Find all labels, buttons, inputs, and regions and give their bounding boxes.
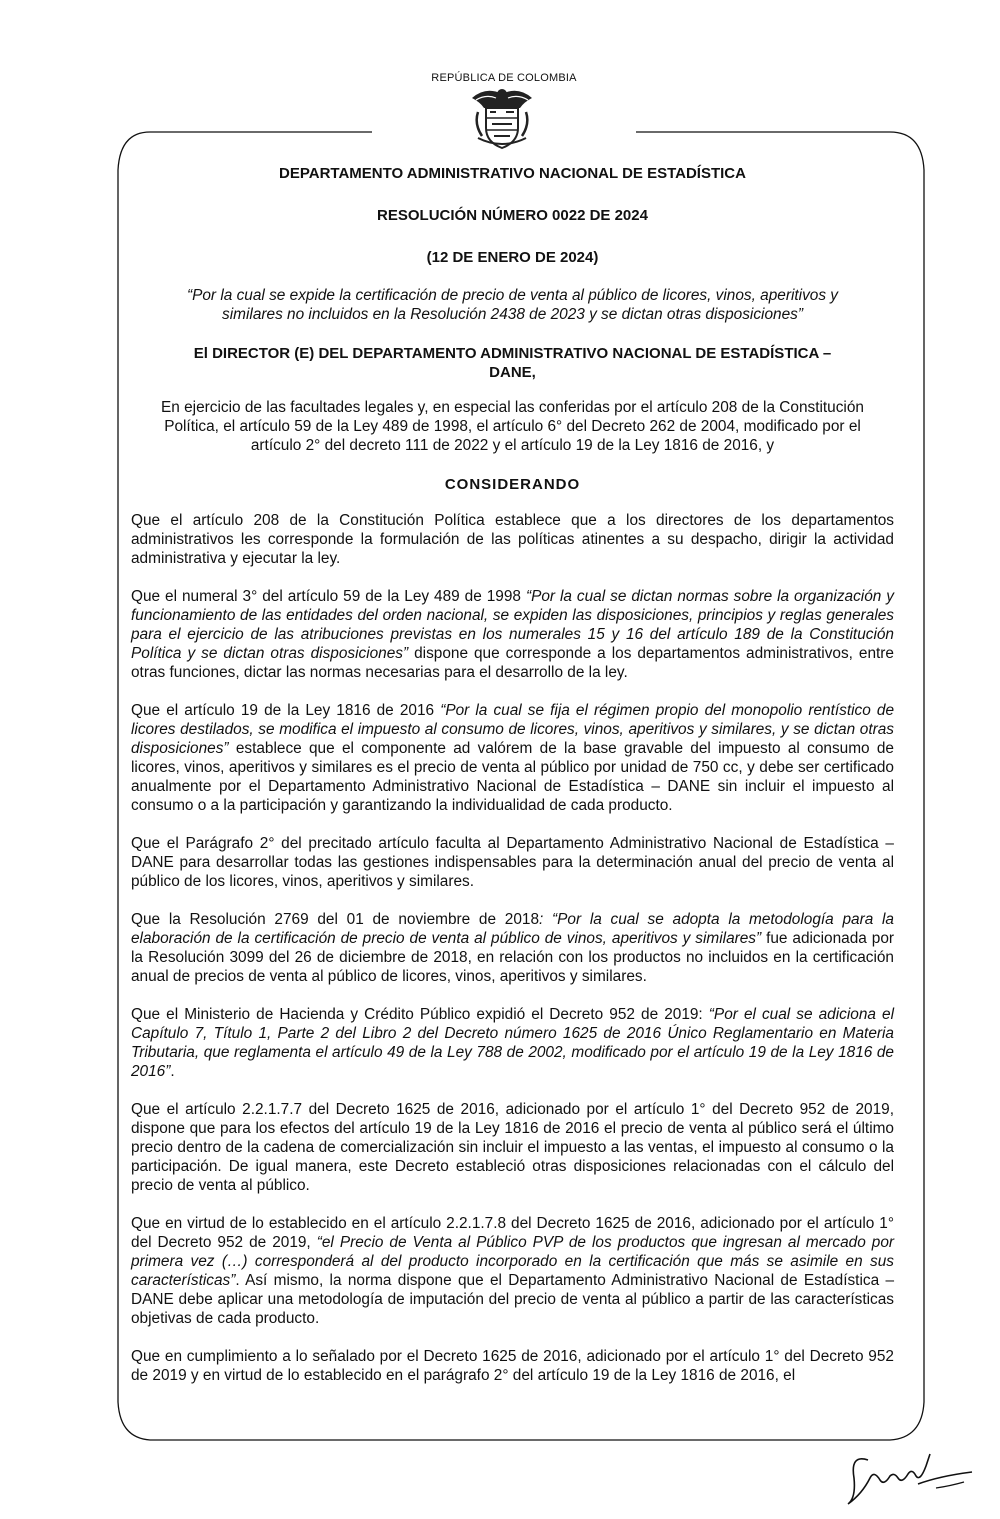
resolution-title-line: similares no incluidos en la Resolución 2438 de 2023 y se dictan otras disposiciones” <box>222 306 803 323</box>
paragraph-text: Que el Ministerio de Hacienda y Crédito Público expidió el Decreto 952 de 2019: <box>131 1006 709 1023</box>
paragraph-text: establece que el componente ad valórem de la base gravable del impuesto al consumo de licores, vinos, aperitivos y similares es el precio de venta al público por unidad de 750 cc, y debe ser certificado anualmente por el Departamento Administrativo Nacional de Estadística – DANE sin incluir el impuesto al consumo o a la participación y garantizando la individualidad de cada producto. <box>131 740 894 814</box>
paragraph-4: Que el Parágrafo 2° del precitado artículo faculta al Departamento Administrativo Nacional de Estadística – DANE para desarrollar todas las gestiones indispensables para la determinación anual del precio de venta al público de los licores, vinos, aperitivos y similares. <box>131 835 894 890</box>
paragraph-7: Que el artículo 2.2.1.7.7 del Decreto 1625 de 2016, adicionado por el artículo 1° del Decreto 952 de 2019, dispone que para los efectos del artículo 19 de la Ley 1816 de 2016 el precio de venta al público será el último precio dentro de la cadena de comercialización sin incluir el impuesto a las ventas, el impuesto al consumo o la participación. De igual manera, este Decreto estableció otras disposiciones relacionadas con el cálculo del precio de venta al público. <box>131 1101 894 1194</box>
paragraph-5 <box>131 910 894 986</box>
resolution-document <box>131 160 894 1385</box>
paragraph-text: Que en virtud de lo establecido en el artículo 2.2.1.7.8 del Decreto 1625 de 2016, adicionado por el artículo 1° del Decreto 952 de 2019, <box>131 1215 894 1251</box>
paragraph-3 <box>131 701 894 815</box>
paragraph-6 <box>131 1005 894 1081</box>
resolution-title <box>131 286 894 324</box>
paragraph-quote: : “Por la cual se adopta la metodología para la elaboración de la certificación de precio de venta al público de vinos, aperitivos y similares” <box>131 911 894 947</box>
resolution-number: RESOLUCIÓN NÚMERO 0022 DE 2024 <box>377 207 648 224</box>
paragraph-quote: “el Precio de Venta al Público PVP de los productos que ingresan al mercado por primera vez (…) corresponderá al del producto incorporado en la certificación que más se asimile en sus características” <box>131 1234 895 1289</box>
intro-line: En ejercicio de las facultades legales y, en especial las conferidas por el artículo 208 de la Constitución <box>161 399 864 416</box>
paragraph-text: . Así mismo, la norma dispone que el Departamento Administrativo Nacional de Estadística – DANE debe aplicar una metodología de imputación del precio de venta al público a partir de las características objetivas de cada producto. <box>131 1272 894 1327</box>
director-heading-line: DANE, <box>489 364 536 381</box>
country-header: REPÚBLICA DE COLOMBIA <box>431 72 577 84</box>
director-heading-line: El DIRECTOR (E) DEL DEPARTAMENTO ADMINISTRATIVO NACIONAL DE ESTADÍSTICA – <box>193 345 832 362</box>
intro-line: Política, el artículo 59 de la Ley 489 de 1998, el artículo 6° del Decreto 262 de 2004, modificado por el <box>164 418 861 435</box>
paragraph-text: . <box>170 1063 175 1080</box>
paragraph-8 <box>131 1214 894 1328</box>
considerando-heading: CONSIDERANDO <box>444 476 581 493</box>
paragraph-quote: “Por la cual se fija el régimen propio del monopolio rentístico de licores destilados, se modifica el impuesto al consumo de licores, vinos, aperitivos y similares, y se dictan otras disposiciones” <box>131 702 894 757</box>
director-heading <box>131 344 894 382</box>
paragraph-text: dispone que corresponde a los departamentos administrativos, entre otras funciones, dictar las normas necesarias para el desarrollo de la ley. <box>131 645 894 681</box>
paragraph-text: Que la Resolución 2769 del 01 de noviembre de 2018 <box>131 911 540 928</box>
paragraph-quote: “Por el cual se adiciona el Capítulo 7, Título 1, Parte 2 del Libro 2 del Decreto número 1625 de 2016 Único Reglamentario en Materia Tributaria, que reglamenta el artículo 49 de la Ley 788 de 2002, modificado por el artículo 19 de la Ley 1816 de 2016” <box>131 1006 894 1080</box>
handwritten-signature-icon <box>840 1448 980 1508</box>
paragraph-text: Que el artículo 19 de la Ley 1816 de 2016 <box>131 702 441 719</box>
paragraph-9: Que en cumplimiento a lo señalado por el Decreto 1625 de 2016, adicionado por el artículo 1° del Decreto 952 de 2019 y en virtud de lo establecido en el parágrafo 2° del artículo 19 de la Ley 1816 de 2016, el <box>131 1348 894 1384</box>
department-heading: DEPARTAMENTO ADMINISTRATIVO NACIONAL DE ESTADÍSTICA <box>279 165 746 182</box>
resolution-title-line: “Por la cual se expide la certificación de precio de venta al público de licores, vinos, aperitivos y <box>186 287 839 304</box>
legal-basis-intro <box>131 398 894 455</box>
paragraph-quote: “Por la cual se dictan normas sobre la organización y funcionamiento de las entidades del orden nacional, se expiden las disposiciones, principios y reglas generales para el ejercicio de las atribuciones previstas en los numerales 15 y 16 del artículo 189 de la Constitución Política y se dictan otras disposiciones” <box>131 588 894 662</box>
paragraph-text: Que el numeral 3° del artículo 59 de la Ley 489 de 1998 <box>131 588 526 605</box>
paragraph-2 <box>131 587 894 682</box>
resolution-date: (12 DE ENERO DE 2024) <box>426 249 599 266</box>
intro-line: artículo 2° del decreto 111 de 2022 y el artículo 19 de la Ley 1816 de 2016, y <box>250 437 775 454</box>
paragraph-1: Que el artículo 208 de la Constitución Política establece que a los directores de los departamentos administrativos les corresponde la formulación de las políticas atinentes a su despacho, dirigir la actividad administrativa y ejecutar la ley. <box>131 512 894 567</box>
paragraph-text: fue adicionada por la Resolución 3099 del 26 de diciembre de 2018, en relación con los productos no incluidos en la certificación anual de precios de venta al público de licores, vinos, aperitivos y similares. <box>131 930 894 985</box>
